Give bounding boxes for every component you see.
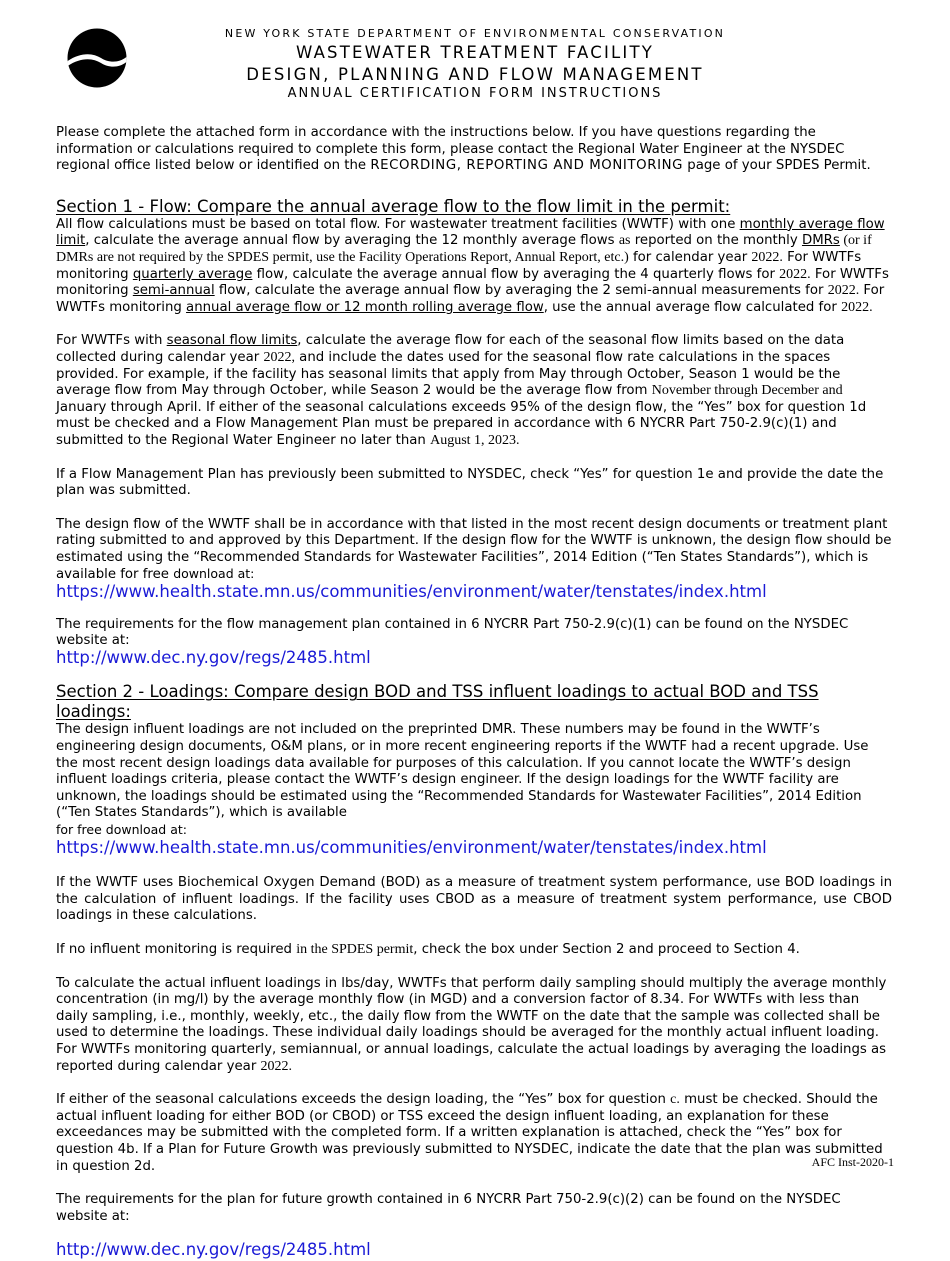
document-title-line2: DESIGN, PLANNING AND FLOW MANAGEMENT [246, 65, 704, 84]
seasonal-flow-paragraph: For WWTFs with seasonal flow limits, calculate the average flow for each of the seasonal flow limits based on the data collected during calendar year 2022, and include the dates used for the seasonal flow rate calculations in the spaces provided. For example, if the facility has seasonal limits that apply from May through October, Season 1 would be the average flow from May through October, while Season 2 would be the average flow from November through December and January through April. If either of the seasonal calculations exceeds 95% of the design flow, the “Yes” box for question 1d must be checked and a Flow Management Plan must be prepared in accordance with 6 NYCRR Part 750-2.9(c)(1) and submitted to the Regional Water Engineer no later than August 1, 2023. [56, 333, 867, 448]
exceedance-paragraph: If either of the seasonal calculations exceeds the design loading, the “Yes” box for question c. must be checked. Should the actual influent loading for either BOD (or CBOD) or TSS exceed the design influent loading, an explanation for these exceedances may be submitted with the completed form. If a written explanation is attached, check the “Yes” box for question 4b. If a Plan for Future Growth was previously submitted to NYSDEC, indicate the date that the plan was submitted in question 2d. [56, 1092, 883, 1174]
ten-states-standards-link[interactable]: https://www.health.state.mn.us/communities/environment/water/tenstates/index.html [56, 582, 767, 602]
design-loadings-paragraph: The design influent loadings are not included on the preprinted DMR. These numbers may be found in the WWTF’s engineering design documents, O&M plans, or in more recent engineering reports if the WWTF had a recent upgrade. Use the most recent design loadings data available for purposes of this calculation. If you cannot locate the WWTF’s design influent loadings criteria, please contact the WWTF’s design engineer. If the design loadings for the WWTF facility are unknown, the loadings should be estimated using the “Recommended Standards for Wastewater Facilities”, 2014 Edition (“Ten States Standards”), which is available for free download at: https://www.health.state.mn.us/communities/environment/water/tenstates/index.html [56, 722, 869, 857]
design-flow-paragraph: The design flow of the WWTF shall be in accordance with that listed in the most recent design documents or treatment plant rating submitted to and approved by this Department. If the design flow for the WWTF is unknown, the design flow should be estimated using the “Recommended Standards for Wastewater Facilities”, 2014 Edition (“Ten States Standards”), which is available for free download at: https://www.health.state.mn.us/communities/environment/water/tenstates/index.html [56, 516, 892, 602]
intro-paragraph: Please complete the attached form in accordance with the instructions below. If you have questions regarding the information or calculations required to complete this form, please contact the Regional Water Engineer at the NYSDEC regional office listed below or identified on the RECORDING, REPORTING AND MONITORING page of your SPDES Permit. [56, 125, 871, 174]
future-growth-link-line [56, 1242, 892, 1261]
nysdec-logo-icon [67, 28, 127, 88]
dec-regs-link[interactable]: http://www.dec.ny.gov/regs/2485.html [56, 647, 371, 667]
ten-states-standards-link-2[interactable]: https://www.health.state.mn.us/communities/environment/water/tenstates/index.html [56, 837, 767, 857]
section1-flow-paragraph: All flow calculations must be based on total flow. For wastewater treatment facilities (WWTF) with one monthly average flow limit, calculate the average annual flow by averaging the 12 monthly average flows as reported on the monthly DMRs (or if DMRs are not required by the SPDES permit, use the Facility Operations Report, Annual Report, etc.) for calendar year 2022. For WWTFs monitoring quarterly average flow, calculate the average annual flow by averaging the 4 quarterly flows for 2022. For WWTFs monitoring semi-annual flow, calculate the average annual flow by averaging the 2 semi-annual measurements for 2022. For WWTFs monitoring annual average flow or 12 month rolling average flow, use the annual average flow calculated for 2022. [56, 216, 889, 315]
instructions-body [56, 125, 892, 1261]
no-influent-monitoring-paragraph: If no influent monitoring is required in the SPDES permit, check the box under Section 2 and proceed to Section 4. [56, 941, 800, 957]
document-title-line1: WASTEWATER TREATMENT FACILITY [295, 43, 655, 62]
future-growth-requirements-paragraph: The requirements for the plan for future growth contained in 6 NYCRR Part 750-2.9(c)(2) can be found on the NYSDEC website at: [56, 1192, 841, 1224]
document-subtitle: ANNUAL CERTIFICATION FORM INSTRUCTIONS [287, 86, 663, 101]
agency-name: NEW YORK STATE DEPARTMENT OF ENVIRONMENTAL CONSERVATION [224, 27, 726, 40]
actual-loadings-paragraph: To calculate the actual influent loadings in lbs/day, WWTFs that perform daily sampling should multiply the average monthly concentration (in mg/l) by the average monthly flow (in MGD) and a conversion factor of 8.34. For WWTFs with less than daily sampling, i.e., monthly, weekly, etc., the daily flow from the WWTF on the date that the sample was collected shall be used to determine the loadings. These individual daily loadings should be averaged for the monthly actual influent loading. For WWTFs monitoring quarterly, semiannual, or annual loadings, calculate the actual loadings by averaging the loadings as reported during calendar year 2022. [56, 975, 887, 1074]
flow-management-plan-paragraph: If a Flow Management Plan has previously been submitted to NYSDEC, check “Yes” for question 1e and provide the date the plan was submitted. [56, 466, 884, 499]
form-id: AFC Inst-2020-1 [811, 1155, 894, 1169]
dec-regs-link-2[interactable]: http://www.dec.ny.gov/regs/2485.html [56, 1240, 371, 1260]
section1-heading: Section 1 - Flow: Compare the annual average flow to the flow limit in the permit: [56, 196, 731, 216]
section2-heading: Section 2 - Loadings: Compare design BOD and TSS influent loadings to actual BOD and TSS loadings: [56, 682, 819, 722]
flow-plan-requirements-paragraph: The requirements for the flow management plan contained in 6 NYCRR Part 750-2.9(c)(1) can be found on the NYSDEC website at: http://www.dec.ny.gov/regs/2485.html [56, 616, 849, 667]
bod-paragraph: If the WWTF uses Biochemical Oxygen Demand (BOD) as a measure of treatment system performance, use BOD loadings in the calculation of influent loadings. If the facility uses CBOD as a measure of treatment system performance, use CBOD loadings in these calculations. [56, 875, 892, 924]
